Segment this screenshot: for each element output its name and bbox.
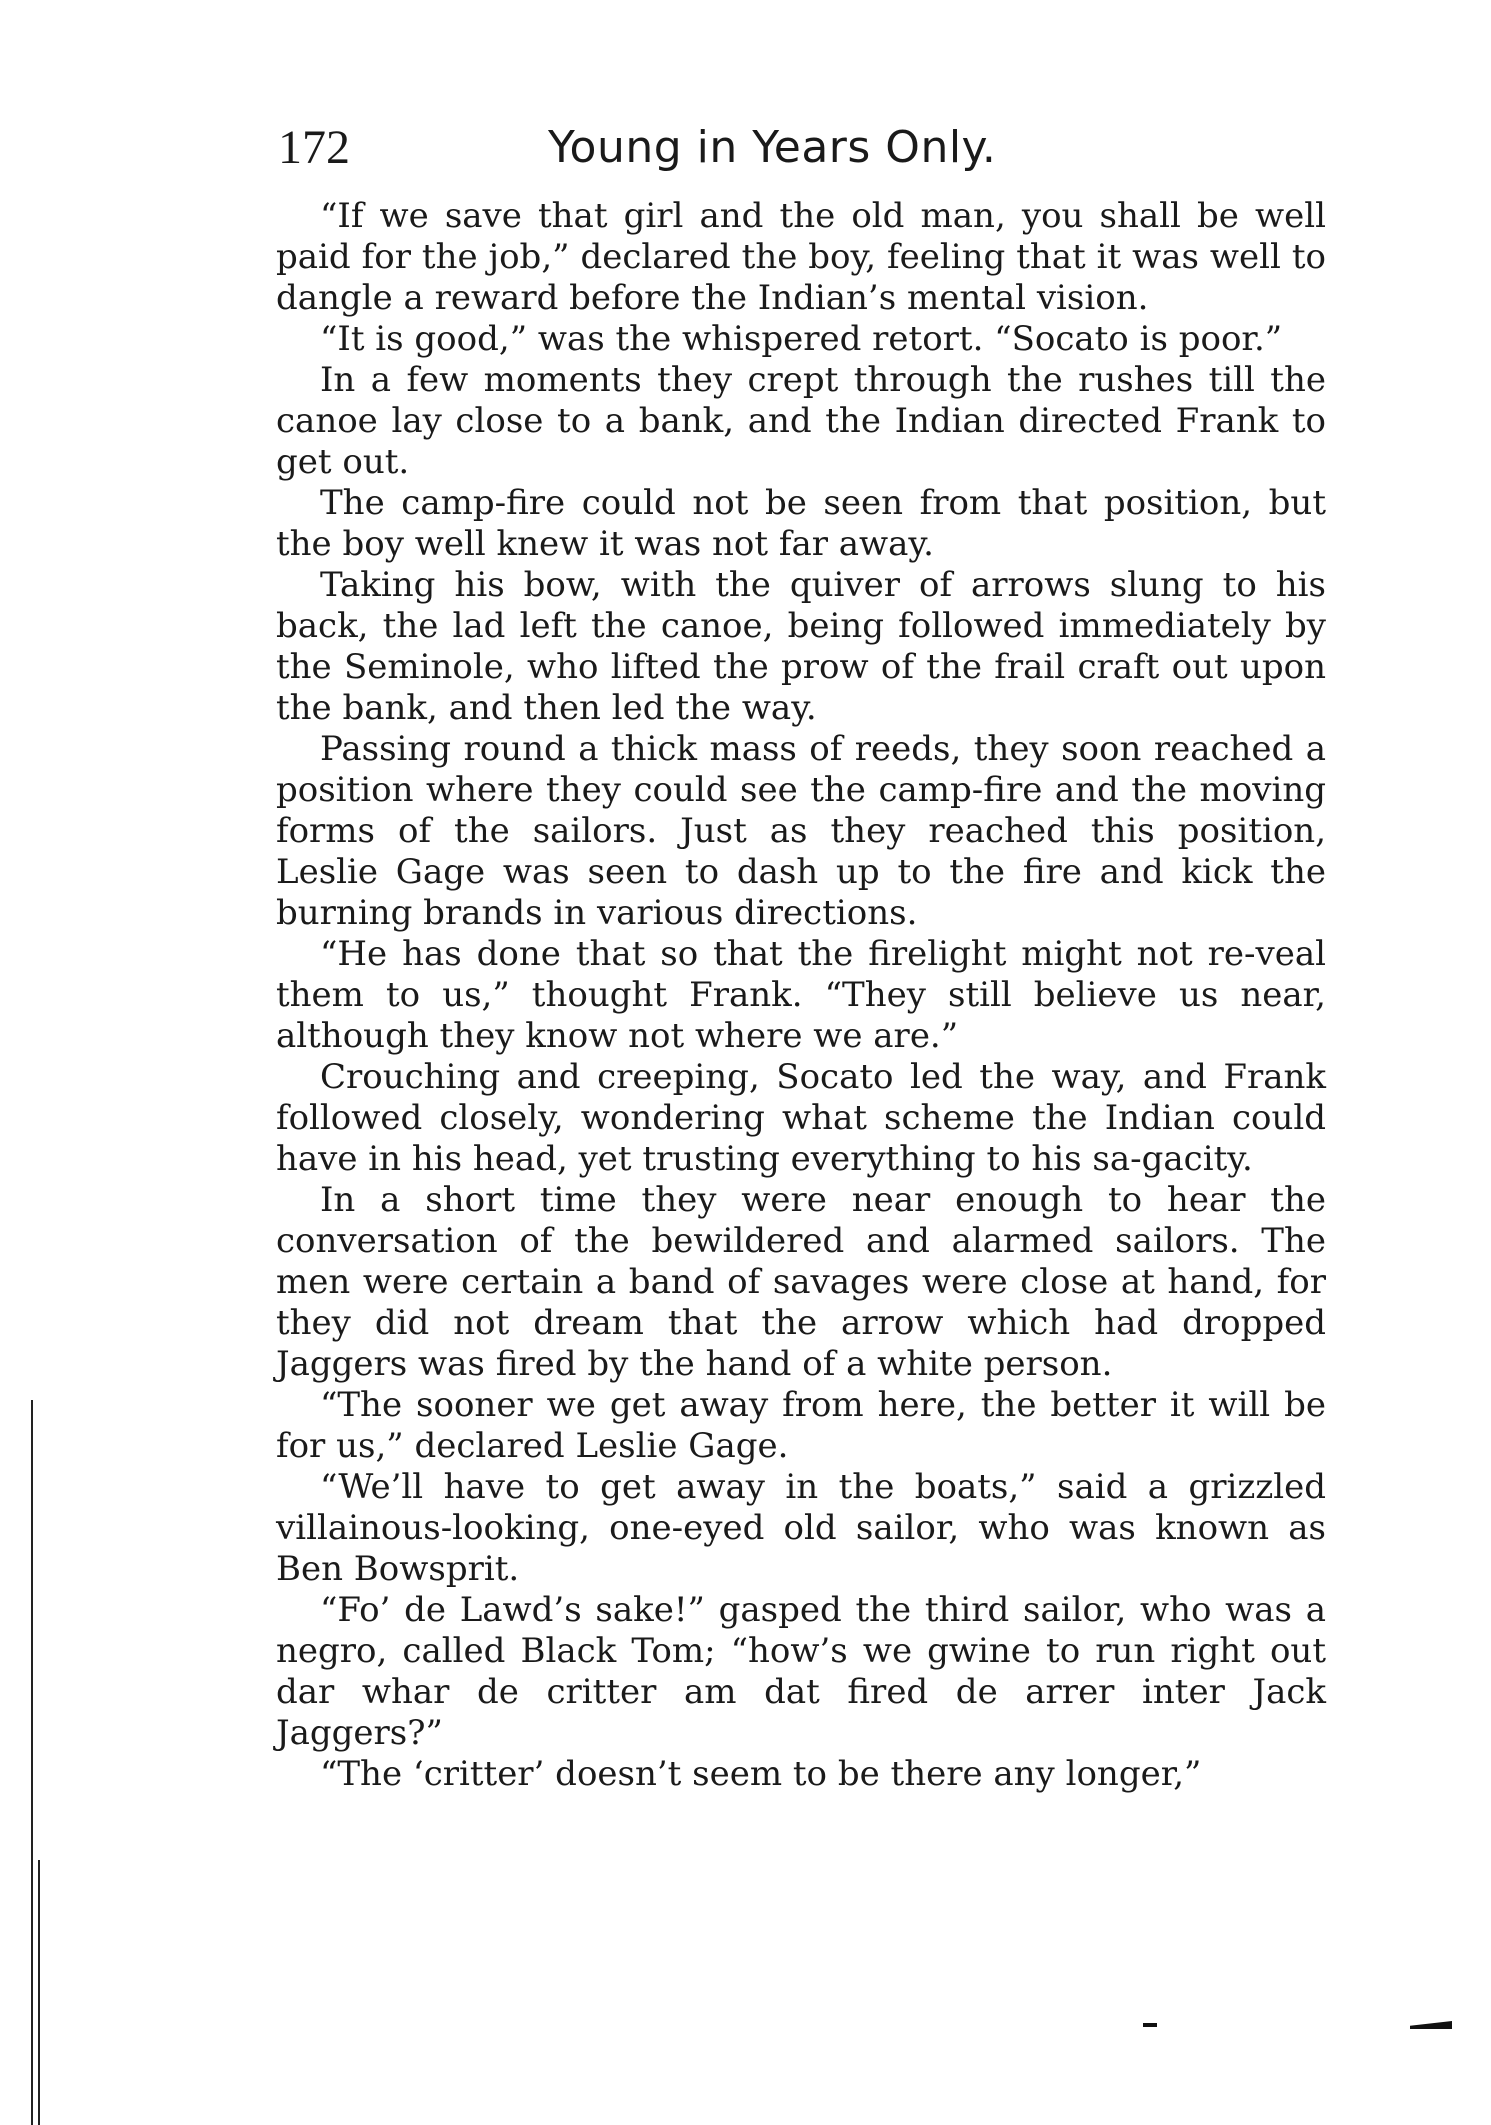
paragraph: “He has done that so that the firelight might not re‑veal them to us,” thought Frank. “They still believe us near, although they know not where we are.”	[276, 934, 1326, 1056]
body-text	[276, 196, 1326, 1795]
paragraph: “The sooner we get away from here, the better it will be for us,” declared Leslie Gage.	[276, 1385, 1326, 1466]
paragraph: Taking his bow, with the quiver of arrows slung to his back, the lad left the canoe, being followed immediately by the Seminole, who lifted the prow of the frail craft out upon the bank, and then led the way.	[276, 565, 1326, 728]
scan-wedge-mark	[1410, 2021, 1452, 2029]
paragraph: “If we save that girl and the old man, you shall be well paid for the job,” declared the boy, feeling that it was well to dangle a reward before the Indian’s mental vision.	[276, 196, 1326, 318]
paragraph: “It is good,” was the whispered retort. “Socato is poor.”	[320, 319, 1283, 359]
paragraph: “The ‘critter’ doesn’t seem to be there any longer,”	[320, 1754, 1202, 1794]
paragraph: “Fo’ de Lawd’s sake!” gasped the third sailor, who was a negro, called Black Tom; “how’s we gwine to run right out dar whar de critter am dat fired de arrer inter Jack Jaggers?”	[276, 1590, 1326, 1753]
paragraph: The camp-fire could not be seen from that position, but the boy well knew it was not far away.	[276, 483, 1326, 564]
scan-dash-mark	[1143, 2023, 1157, 2027]
paragraph: In a few moments they crept through the rushes till the canoe lay close to a bank, and the Indian directed Frank to get out.	[276, 360, 1326, 482]
paragraph: “We’ll have to get away in the boats,” said a grizzled villainous-looking, one-eyed old sailor, who was known as Ben Bowsprit.	[276, 1467, 1326, 1589]
running-title: Young in Years Only.	[548, 122, 997, 173]
gutter-line-right	[38, 1860, 40, 2125]
running-header	[278, 118, 1318, 188]
paragraph: Passing round a thick mass of reeds, they soon reached a position where they could see the camp-fire and the moving forms of the sailors. Just as they reached this position, Leslie Gage was seen to dash up to the fire and kick the burning brands in various directions.	[276, 729, 1326, 933]
page-number: 172	[278, 121, 350, 174]
paragraph: Crouching and creeping, Socato led the way, and Frank followed closely, wondering what scheme the Indian could have in his head, yet trusting everything to his sa‑gacity.	[276, 1057, 1326, 1179]
gutter-line-left	[31, 1400, 33, 2125]
paragraph: In a short time they were near enough to hear the conversation of the bewildered and alarmed sailors. The men were certain a band of savages were close at hand, for they did not dream that the arrow which had dropped Jaggers was fired by the hand of a white person.	[276, 1180, 1326, 1384]
